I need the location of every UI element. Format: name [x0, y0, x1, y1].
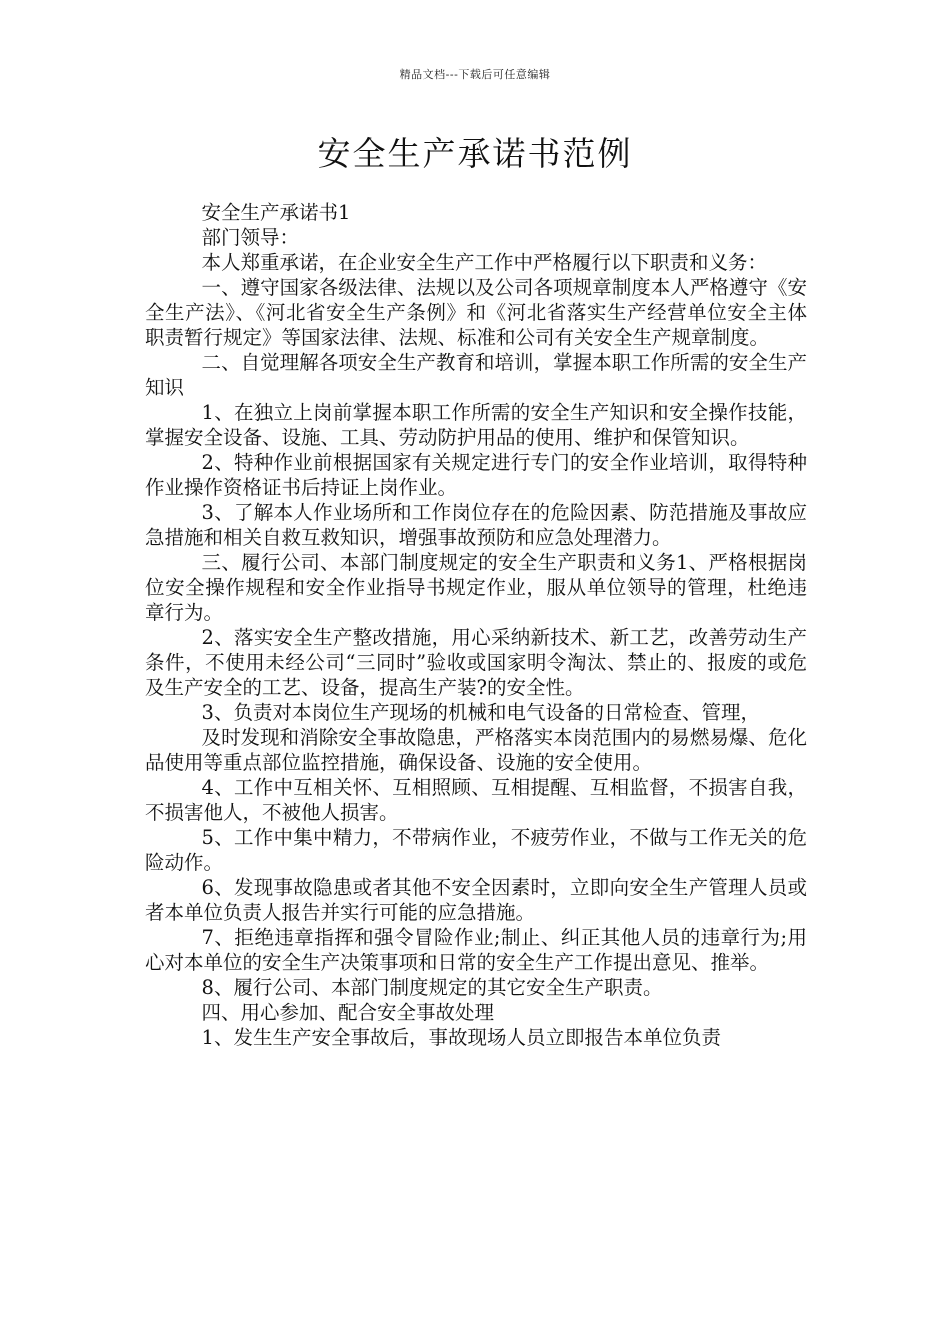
paragraph: 1、发生生产安全事故后，事故现场人员立即报告本单位负责 [201, 1026, 721, 1049]
paragraph: 本人郑重承诺，在企业安全生产工作中严格履行以下职责和义务： [201, 251, 768, 274]
paragraph: 8、履行公司、本部门制度规定的其它安全生产职责。 [201, 976, 663, 999]
paragraph: 2、落实安全生产整改措施，用心采纳新技术、新工艺，改善劳动生产条件，不使用未经公司“三同时”验收或国家明令淘汰、禁止的、报废的或危及生产安全的工艺、设备，提高生产装?的安全性。 [145, 626, 807, 699]
document-body [145, 200, 807, 1050]
paragraph: 7、拒绝违章指挥和强令冒险作业;制止、纠正其他人员的违章行为;用心对本单位的安全生产决策事项和日常的安全生产工作提出意见、推举。 [145, 926, 807, 974]
paragraph: 4、工作中互相关怀、互相照顾、互相提醒、互相监督，不损害自我，不损害他人，不被他人损害。 [145, 776, 807, 824]
paragraph: 3、负责对本岗位生产现场的机械和电气设备的日常检查、管理， [201, 701, 760, 724]
paragraph: 二、自觉理解各项安全生产教育和培训，掌握本职工作所需的安全生产知识 [145, 351, 807, 399]
paragraph: 安全生产承诺书1 [201, 201, 351, 224]
paragraph: 四、用心参加、配合安全事故处理 [201, 1001, 495, 1024]
paragraph: 一、遵守国家各级法律、法规以及公司各项规章制度本人严格遵守《安全生产法》、《河北省安全生产条例》和《河北省落实生产经营单位安全主体职责暂行规定》等国家法律、法规、标准和公司有关安全生产规章制度。 [145, 276, 807, 349]
header-note: 精品文档---下载后可任意编辑 [399, 68, 551, 81]
paragraph: 1、在独立上岗前掌握本职工作所需的安全生产知识和安全操作技能，掌握安全设备、设施、工具、劳动防护用品的使用、维护和保管知识。 [145, 401, 807, 449]
paragraph: 5、工作中集中精力，不带病作业，不疲劳作业，不做与工作无关的危险动作。 [145, 826, 807, 874]
paragraph: 2、特种作业前根据国家有关规定进行专门的安全作业培训，取得特种作业操作资格证书后持证上岗作业。 [145, 451, 807, 499]
paragraph: 部门领导： [201, 226, 300, 249]
paragraph: 6、发现事故隐患或者其他不安全因素时，立即向安全生产管理人员或者本单位负责人报告并实行可能的应急措施。 [145, 876, 807, 924]
paragraph: 3、了解本人作业场所和工作岗位存在的危险因素、防范措施及事故应急措施和相关自救互救知识，增强事故预防和应急处理潜力。 [145, 501, 807, 549]
document-title: 安全生产承诺书范例 [317, 134, 633, 173]
paragraph: 三、履行公司、本部门制度规定的安全生产职责和义务1、严格根据岗位安全操作规程和安全作业指导书规定作业，服从单位领导的管理，杜绝违章行为。 [145, 551, 807, 624]
paragraph: 及时发现和消除安全事故隐患，严格落实本岗范围内的易燃易爆、危化品使用等重点部位监控措施，确保设备、设施的安全使用。 [145, 726, 807, 774]
